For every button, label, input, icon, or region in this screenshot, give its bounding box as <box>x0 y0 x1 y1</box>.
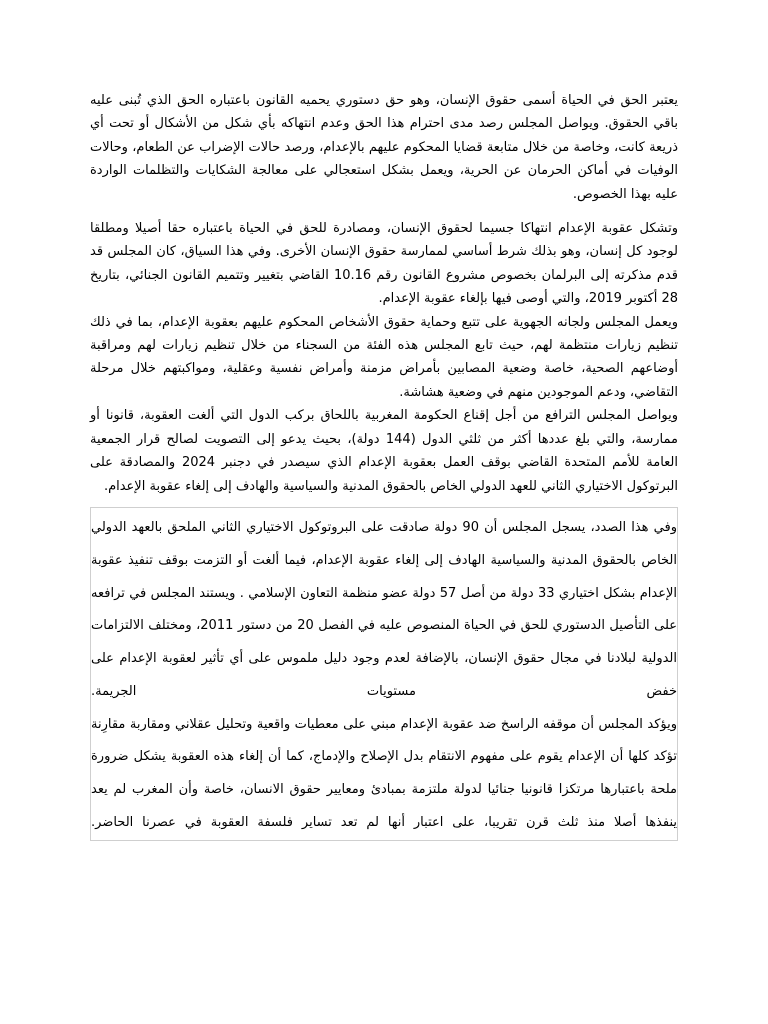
paragraph-advocacy: ويواصل المجلس الترافع من أجل إقناع الحكومة المغربية باللحاق بركب الدول التي ألغت العقوبة، قانونا أو ممارسة، والتي بلغ عددها أكثر من ثلثي الدول (144 دولة)، بحيث يدعو إلى التصويت لصالح قرار الجمعية العامة للأمم المتحدة القاضي بوقف العمل بعقوبة الإعدام الذي سيصدر في دجنبر 2024 والمصادقة على البرتوكول الاختياري الثاني للعهد الدولي الخاص بالحقوق المدنية والسياسية والهادف إلى إلغاء عقوبة الإعدام. <box>90 408 678 494</box>
paragraph-council-monitoring: ويعمل المجلس ولجانه الجهوية على تتبع وحماية حقوق الأشخاص المحكوم عليهم بعقوبة الإعدام، بما في ذلك تنظيم زيارات منتظمة لهم، حيث تابع المجلس هذه الفئة من السجناء من خلال تنظيم زيارات لهم ومراقبة أوضاعهم الصحية، خاصة وضعية المصابين بأمراض مزمنة وأمراض نفسية وعقلية، ومواكبتهم خلال مرحلة التقاضي، ودعم الموجودين منهم في وضعية هشاشة. <box>90 314 678 400</box>
boxed-paragraph-council-position: ويؤكد المجلس أن موقفه الراسخ ضد عقوبة الإعدام مبني على معطيات واقعية وتحليل عقلاني ومقاربة مقارِنة تؤكد كلها أن الإعدام يقوم على مفهوم الانتقام بدل الإصلاح والإدماج، كما أن إلغاء هذه العقوبة يشكل ضرورة ملحة باعتبارها مرتكزا قانونيا جنائيا لدولة ملتزمة بمبادئ ومعايير حقوق الانسان، خاصة وأن المغرب لم يعد ينفذها أصلا منذ ثلث قرن تقريبا، على اعتبار أنها لم تعد تساير فلسفة العقوبة في عصرنا الحاضر. <box>91 716 677 831</box>
paragraph-right-to-life: يعتبر الحق في الحياة أسمى حقوق الإنسان، وهو حق دستوري يحميه القانون باعتباره الحق الذي تُبنى عليه باقي الحقوق. ويواصل المجلس رصد مدى احترام هذا الحق وعدم انتهاكه بأي شكل من الأشكال أو تحت أي ذريعة كانت، وخاصة من خلال متابعة قضايا المحكوم عليهم بالإعدام، ورصد حالات الإضراب عن الطعام، وحالات الوفيات في أماكن الحرمان عن الحرية، ويعمل بشكل استعجالي على معالجة الشكايات والتظلمات الواردة عليه بهذا الخصوص. <box>90 93 678 202</box>
document-page <box>90 89 678 841</box>
boxed-paragraph-statistics: وفي هذا الصدد، يسجل المجلس أن 90 دولة صادقت على البروتوكول الاختياري الثاني الملحق بالعهد الدولي الخاص بالحقوق المدنية والسياسية الهادف إلى إلغاء عقوبة الإعدام، فيما ألغت أو التزمت بوقف تنفيذ عقوبة الإعدام بشكل اختياري 33 دولة من أصل 57 دولة عضو منظمة التعاون الإسلامي . ويستند المجلس في ترافعه على التأصيل الدستوري للحق في الحياة المنصوص عليه في الفصل 20 من دستور 2011، ومختلف الالتزامات الدولية لبلادنا في مجال حقوق الإنسان، بالإضافة لعدم وجود دليل ملموس على أي تأثير لعقوبة الإعدام على خفض مستويات الجريمة. <box>91 519 678 699</box>
paragraph-death-penalty-violation: وتشكل عقوبة الإعدام انتهاكا جسيما لحقوق الإنسان، ومصادرة للحق في الحياة باعتباره حقا أصيلا ومطلقا لوجود كل إنسان، وهو بذلك شرط أساسي لممارسة حقوق الإنسان الأخرى. وفي هذا السياق، كان المجلس قد قدم مذكرته إلى البرلمان بخصوص مشروع القانون رقم 10.16 القاضي بتغيير وتتميم القانون الجنائي، بتاريخ 28 أكتوبر 2019، والتي أوصى فيها بإلغاء عقوبة الإعدام. <box>90 221 679 307</box>
highlighted-text-box <box>90 507 678 841</box>
